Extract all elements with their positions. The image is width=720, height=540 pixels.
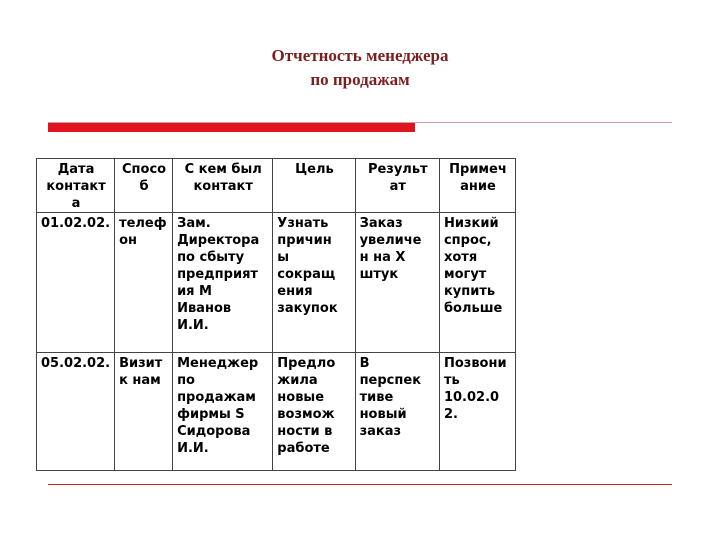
cell-goal: Предло жила новые возмож ности в работе <box>273 353 355 471</box>
cell-note: Низкий спрос, хотя могут купить больше <box>439 213 515 353</box>
title-line-1: Отчетность менеджера <box>271 46 449 65</box>
cell-method: телеф он <box>115 213 173 353</box>
header-result: Результ ат <box>355 159 439 213</box>
cell-goal: Узнать причин ы сокращ ения закупок <box>273 213 355 353</box>
cell-date: 01.02.02. <box>37 213 115 353</box>
header-goal: Цель <box>273 159 355 213</box>
accent-bar <box>48 123 415 132</box>
cell-result: Заказ увеличе н на Х штук <box>355 213 439 353</box>
cell-note: Позвони ть 10.02.02. <box>439 353 515 471</box>
cell-contact: Зам. Директора по сбыту предприят ия М Иванов И.И. <box>173 213 273 353</box>
cell-contact: Менеджер по продажам фирмы S Сидорова И.И. <box>173 353 273 471</box>
sales-report-table <box>36 158 516 471</box>
title-line-2: по продажам <box>310 70 410 89</box>
cell-date: 05.02.02. <box>37 353 115 471</box>
slide-title <box>0 44 720 92</box>
bottom-divider-line <box>48 484 672 485</box>
cell-method: Визит к нам <box>115 353 173 471</box>
table-row <box>37 353 516 471</box>
cell-result: В перспек тиве новый заказ <box>355 353 439 471</box>
header-contact: С кем был контакт <box>173 159 273 213</box>
table-row <box>37 213 516 353</box>
table-header-row <box>37 159 516 213</box>
header-date: Дата контакт а <box>37 159 115 213</box>
header-method: Спосо б <box>115 159 173 213</box>
header-note: Примеч ание <box>439 159 515 213</box>
